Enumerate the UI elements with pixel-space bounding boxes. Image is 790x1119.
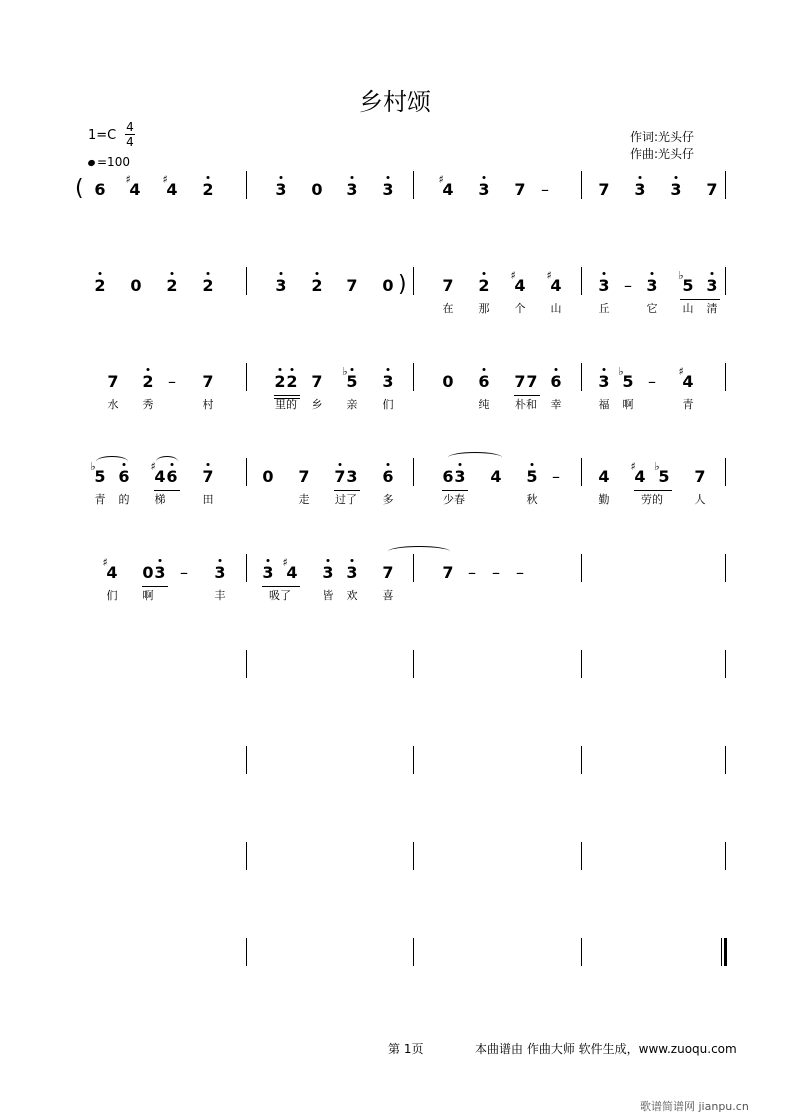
note: 6 [94, 180, 106, 199]
lyric-syllable: 秋 [526, 493, 538, 506]
composer-credit: 作曲:光头仔 [630, 147, 695, 161]
key-signature: 1=C [88, 128, 117, 143]
octave-dot-high [207, 176, 210, 179]
note: 7 [311, 372, 323, 391]
flat-icon: ♭ [90, 460, 96, 473]
flat-icon: ♭ [342, 365, 348, 378]
note: 5 [658, 467, 670, 486]
note: 6 [550, 372, 562, 391]
lyric-syllable: 啊 [142, 589, 154, 602]
octave-dot-high [280, 272, 283, 275]
bar-line [581, 650, 582, 678]
note: 3 [275, 276, 287, 295]
lyric-syllable: 皆 [322, 589, 334, 602]
note: 3 [634, 180, 646, 199]
note: 7 [694, 467, 706, 486]
note: 0 [130, 276, 142, 295]
note: 7 [346, 276, 358, 295]
note: 3 [598, 276, 610, 295]
note: 7 [202, 372, 214, 391]
note: 4 [682, 372, 694, 391]
note: 3 [346, 467, 358, 486]
octave-dot-high [639, 176, 642, 179]
tempo-value: =100 [97, 155, 130, 169]
sharp-icon: ♯ [630, 460, 636, 473]
note: 6 [478, 372, 490, 391]
lyric-syllable: 幸 [550, 398, 562, 411]
bar-line [581, 458, 582, 486]
bar-line [413, 171, 414, 199]
note: 3 [346, 180, 358, 199]
lyric-syllable: 朴和 [515, 398, 537, 411]
lyric-syllable: 少春 [443, 493, 465, 506]
lyric-syllable: 喜 [382, 589, 394, 602]
note: 5 [346, 372, 358, 391]
page-number: 第 1页 [388, 1042, 424, 1056]
time-signature [124, 120, 136, 149]
final-bar-thin [721, 938, 722, 966]
octave-dot-high [207, 463, 210, 466]
bar-line [725, 554, 726, 582]
lyric-syllable: 田 [202, 493, 214, 506]
note: 0 [262, 467, 274, 486]
lyric-syllable: 欢 [346, 589, 358, 602]
song-title: 乡村颂 [359, 88, 431, 116]
dash: – [516, 563, 524, 582]
bar-line [246, 267, 247, 295]
bar-line [246, 842, 247, 870]
note: 7 [706, 180, 718, 199]
lyric-syllable: 青 [682, 398, 694, 411]
note: 6 [442, 467, 454, 486]
note: 4 [166, 180, 178, 199]
note: 4 [106, 563, 118, 582]
lyric-syllable: 劳的 [641, 493, 663, 506]
note: 7 [298, 467, 310, 486]
note: 5 [682, 276, 694, 295]
note: 7 [442, 563, 454, 582]
sharp-icon: ♯ [438, 173, 444, 186]
note: 3 [646, 276, 658, 295]
dash: – [180, 563, 188, 582]
bar-line [725, 746, 726, 774]
note: 7 [334, 467, 346, 486]
bar-line [413, 554, 414, 582]
octave-dot-high [651, 272, 654, 275]
lyric-syllable: 亲 [346, 398, 358, 411]
note: 2 [478, 276, 490, 295]
bar-line [725, 363, 726, 391]
lyric-syllable: 过了 [335, 493, 357, 506]
dash: – [624, 276, 632, 295]
note: 3 [214, 563, 226, 582]
octave-dot-high [483, 176, 486, 179]
lyric-syllable: 村 [202, 398, 214, 411]
note: 7 [382, 563, 394, 582]
octave-dot-high [483, 272, 486, 275]
lyric-syllable: 丘 [598, 302, 610, 315]
bar-line [413, 938, 414, 966]
generator-note: 本曲谱由 作曲大师 软件生成，www.zuoqu.com [475, 1042, 737, 1056]
octave-dot-high [327, 559, 330, 562]
note: 5 [94, 467, 106, 486]
bar-line [246, 171, 247, 199]
sharp-icon: ♯ [162, 173, 168, 186]
lyric-syllable: 们 [106, 589, 118, 602]
note: 7 [526, 372, 538, 391]
bar-line [246, 650, 247, 678]
note: 7 [514, 180, 526, 199]
flat-icon: ♭ [678, 269, 684, 282]
sharp-icon: ♯ [102, 556, 108, 569]
note: 3 [478, 180, 490, 199]
site-watermark: 歌谱简谱网 jianpu.cn [640, 1100, 749, 1113]
lyric-syllable: 清 [706, 302, 718, 315]
lyric-syllable: 们 [382, 398, 394, 411]
lyric-syllable: 人 [694, 493, 706, 506]
note: 0 [142, 563, 154, 582]
lyric-syllable: 那 [478, 302, 490, 315]
sharp-icon: ♯ [510, 269, 516, 282]
lyricist-credit: 作词:光头仔 [630, 130, 695, 144]
lyric-syllable: 水 [107, 398, 119, 411]
octave-dot-high [351, 368, 354, 371]
close-paren: ) [398, 272, 407, 297]
bar-line [413, 842, 414, 870]
note: 4 [634, 467, 646, 486]
lyric-syllable: 走 [298, 493, 310, 506]
note: 2 [94, 276, 106, 295]
octave-dot-high [387, 368, 390, 371]
octave-dot-high [147, 368, 150, 371]
time-signature-top: 4 [126, 120, 134, 134]
bar-line [246, 554, 247, 582]
bar-line [581, 938, 582, 966]
sharp-icon: ♯ [546, 269, 552, 282]
tie-arc [156, 456, 178, 467]
lyric-syllable: 乡 [311, 398, 323, 411]
bar-line [246, 458, 247, 486]
lyric-syllable: 在 [442, 302, 454, 315]
octave-dot-high [280, 176, 283, 179]
bar-line [246, 746, 247, 774]
note: 3 [598, 372, 610, 391]
note: 3 [670, 180, 682, 199]
octave-dot-high [555, 368, 558, 371]
note: 3 [346, 563, 358, 582]
bar-line [413, 650, 414, 678]
sharp-icon: ♯ [678, 365, 684, 378]
bar-line [581, 746, 582, 774]
bar-line [413, 746, 414, 774]
note: 7 [514, 372, 526, 391]
octave-dot-high [171, 272, 174, 275]
bar-line [725, 171, 726, 199]
bar-line [725, 650, 726, 678]
lyric-syllable: 秀 [142, 398, 154, 411]
lyric-syllable: 丰 [214, 589, 226, 602]
octave-dot-high [351, 559, 354, 562]
note: 4 [550, 276, 562, 295]
bar-line [581, 842, 582, 870]
note: 7 [202, 467, 214, 486]
bar-line [413, 267, 414, 295]
note: 4 [442, 180, 454, 199]
octave-dot-high [159, 559, 162, 562]
octave-dot-high [291, 368, 294, 371]
bar-line [581, 363, 582, 391]
octave-dot-high [99, 272, 102, 275]
note: 3 [322, 563, 334, 582]
note: 2 [202, 180, 214, 199]
octave-dot-high [267, 559, 270, 562]
tie-arc [448, 452, 502, 463]
lyric-syllable: 山 [682, 302, 694, 315]
lyric-syllable: 梯 [154, 493, 166, 506]
note: 4 [514, 276, 526, 295]
octave-dot-high [387, 176, 390, 179]
octave-dot-high [351, 176, 354, 179]
dash: – [492, 563, 500, 582]
octave-dot-high [219, 559, 222, 562]
note: 6 [118, 467, 130, 486]
octave-dot-high [603, 368, 606, 371]
bar-line [413, 363, 414, 391]
quarter-note-icon [87, 159, 96, 167]
note: 0 [311, 180, 323, 199]
dash: – [552, 467, 560, 486]
bar-line [413, 458, 414, 486]
octave-dot-high [387, 463, 390, 466]
octave-dot-high [483, 368, 486, 371]
note: 6 [382, 467, 394, 486]
note: 3 [706, 276, 718, 295]
final-bar-thick [724, 938, 727, 966]
open-paren: ( [75, 176, 84, 201]
note: 4 [598, 467, 610, 486]
note: 2 [142, 372, 154, 391]
note: 5 [526, 467, 538, 486]
time-signature-bottom: 4 [126, 135, 134, 149]
note: 2 [286, 372, 298, 391]
lyric-syllable: 福 [598, 398, 610, 411]
octave-dot-high [711, 272, 714, 275]
sharp-icon: ♯ [282, 556, 288, 569]
bar-line [581, 267, 582, 295]
lyric-syllable: 多 [382, 493, 394, 506]
note: 3 [454, 467, 466, 486]
note: 7 [442, 276, 454, 295]
lyric-syllable: 的 [118, 493, 130, 506]
flat-icon: ♭ [654, 460, 660, 473]
dash: – [468, 563, 476, 582]
note: 4 [490, 467, 502, 486]
octave-dot-high [531, 463, 534, 466]
lyric-syllable: 青 [94, 493, 106, 506]
octave-dot-high [675, 176, 678, 179]
tempo-marking [88, 155, 130, 169]
bar-line [725, 458, 726, 486]
sharp-icon: ♯ [150, 460, 156, 473]
note: 3 [154, 563, 166, 582]
note: 2 [311, 276, 323, 295]
bar-line [725, 842, 726, 870]
lyric-syllable: 它 [646, 302, 658, 315]
note: 2 [274, 372, 286, 391]
tie-arc [96, 456, 128, 467]
lyric-syllable: 纯 [478, 398, 490, 411]
note: 3 [262, 563, 274, 582]
octave-dot-high [279, 368, 282, 371]
octave-dot-high [603, 272, 606, 275]
dash: – [168, 372, 176, 391]
note: 3 [382, 180, 394, 199]
bar-line [725, 267, 726, 295]
dash: – [648, 372, 656, 391]
octave-dot-high [459, 463, 462, 466]
note: 4 [154, 467, 166, 486]
lyric-syllable: 啊 [622, 398, 634, 411]
note: 7 [598, 180, 610, 199]
note: 3 [275, 180, 287, 199]
bar-line [581, 554, 582, 582]
note: 5 [622, 372, 634, 391]
note: 2 [202, 276, 214, 295]
lyric-syllable: 里的 [275, 398, 297, 411]
bar-line [581, 171, 582, 199]
bar-line [246, 938, 247, 966]
lyric-syllable: 山 [550, 302, 562, 315]
note: 0 [442, 372, 454, 391]
dash: – [541, 180, 549, 199]
bar-line [246, 363, 247, 391]
lyric-syllable: 勤 [598, 493, 610, 506]
note: 6 [166, 467, 178, 486]
octave-dot-high [339, 463, 342, 466]
lyric-syllable: 个 [514, 302, 526, 315]
note: 4 [286, 563, 298, 582]
lyric-syllable: 吸了 [269, 589, 291, 602]
note: 0 [382, 276, 394, 295]
flat-icon: ♭ [618, 365, 624, 378]
octave-dot-high [207, 272, 210, 275]
note: 4 [129, 180, 141, 199]
note: 3 [382, 372, 394, 391]
note: 2 [166, 276, 178, 295]
note: 7 [107, 372, 119, 391]
sharp-icon: ♯ [125, 173, 131, 186]
octave-dot-high [316, 272, 319, 275]
tie-arc [388, 546, 450, 557]
